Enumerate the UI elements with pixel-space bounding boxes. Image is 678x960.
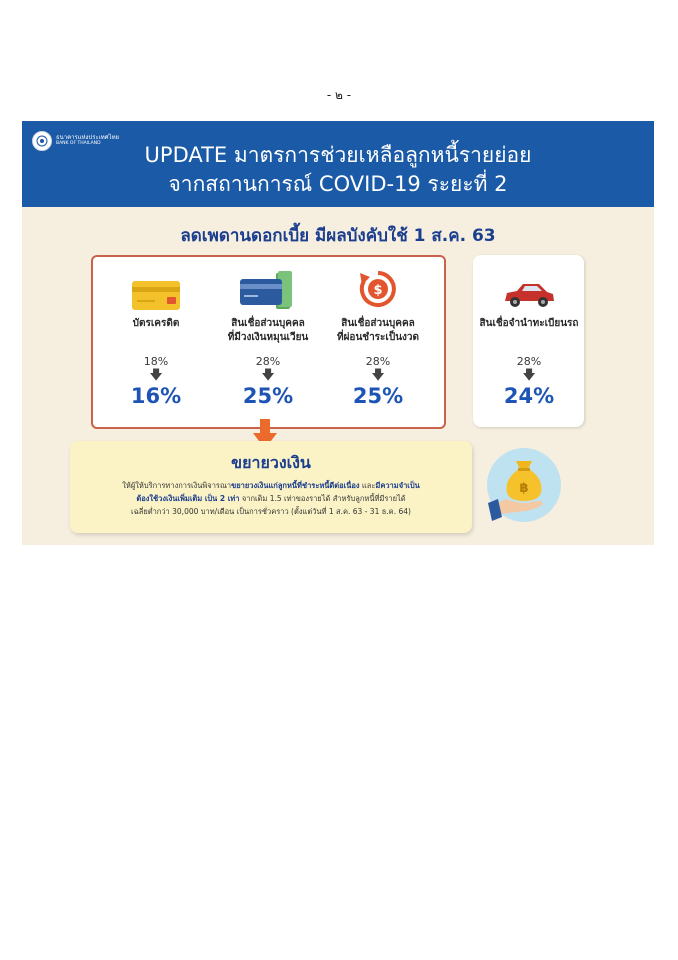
loan-label-line2: ที่มีวงเงินหมุนเวียน: [227, 332, 309, 343]
down-arrow-icon: 🡇: [149, 368, 163, 383]
svg-text:฿: ฿: [519, 481, 529, 496]
svg-text:$: $: [373, 283, 383, 298]
hand-money-bag-icon: [486, 447, 562, 527]
logo-name-en: BANK OF THAILAND: [56, 141, 101, 147]
loan-label-line1: สินเชื่อส่วนบุคคล: [231, 318, 305, 329]
new-rate: 16%: [130, 384, 182, 408]
loan-label-line2: ที่ผ่อนชำระเป็นงวด: [336, 332, 420, 343]
old-rate: 28%: [516, 355, 542, 368]
header-banner: [22, 121, 654, 207]
dollar-cycle-icon: [356, 267, 400, 311]
new-rate: 24%: [503, 384, 555, 408]
page-number: - ๒ -: [326, 88, 352, 102]
loan-label-line1: สินเชื่อส่วนบุคคล: [341, 318, 415, 329]
down-arrow-icon: 🡇: [261, 368, 275, 383]
credit-extension-box: [70, 441, 472, 533]
page-title: [22, 141, 654, 199]
car-icon: [501, 281, 557, 311]
ext-text-e: ต้องใช้วงเงินเพิ่มเติม เป็น 2 เท่า: [136, 494, 240, 503]
ext-text-a: ให้ผู้ให้บริการทางการเงินพิจารณา: [122, 481, 232, 490]
title-line-2: จากสถานการณ์ COVID-19 ระยะที่ 2: [168, 172, 508, 196]
loan-credit-card: [101, 259, 211, 408]
old-rate: 18%: [143, 355, 169, 368]
title-line-1: UPDATE มาตรการช่วยเหลือลูกหนี้รายย่อย: [144, 143, 532, 167]
loan-revolving-personal: [213, 259, 323, 408]
down-arrow-icon: 🡇: [371, 368, 385, 383]
ext-text-b: ขยายวงเงินแก่ลูกหนี้ที่ชำระหนี้ดีต่อเนื่อง: [231, 481, 360, 490]
old-rate: 28%: [365, 355, 391, 368]
new-rate: 25%: [352, 384, 404, 408]
logo-name-th: ธนาคารแห่งประเทศไทย: [56, 134, 120, 142]
credit-extension-title: ขยายวงเงิน: [231, 453, 311, 472]
ext-text-d: มีความจำเป็น: [375, 481, 420, 490]
ext-text-f: จากเดิม 1.5 เท่าของรายได้ สำหรับลูกหนี้ที่มีรายได้: [239, 494, 406, 503]
new-rate: 25%: [242, 384, 294, 408]
infographic: [22, 121, 654, 545]
loan-label-line1: บัตรเครดิต: [132, 318, 180, 329]
interest-cap-subtitle: ลดเพดานดอกเบี้ย มีผลบังคับใช้ 1 ส.ค. 63: [180, 226, 496, 246]
old-rate: 28%: [255, 355, 281, 368]
ext-text-c: และ: [359, 481, 376, 490]
credit-card-icon: [131, 279, 181, 311]
cards-cash-icon: [238, 269, 298, 311]
loan-car-title: [474, 259, 584, 408]
loan-installment-personal: [323, 259, 433, 408]
ext-text-g: เฉลี่ยต่ำกว่า 30,000 บาท/เดือน เป็นการชั่วคราว (ตั้งแต่วันที่ 1 ส.ค. 63 - 31 ธ.ค. 64): [131, 507, 411, 516]
credit-extension-text: [80, 479, 462, 518]
down-arrow-icon: 🡇: [522, 368, 536, 383]
loan-label-line1: สินเชื่อจำนำทะเบียนรถ: [479, 318, 579, 329]
